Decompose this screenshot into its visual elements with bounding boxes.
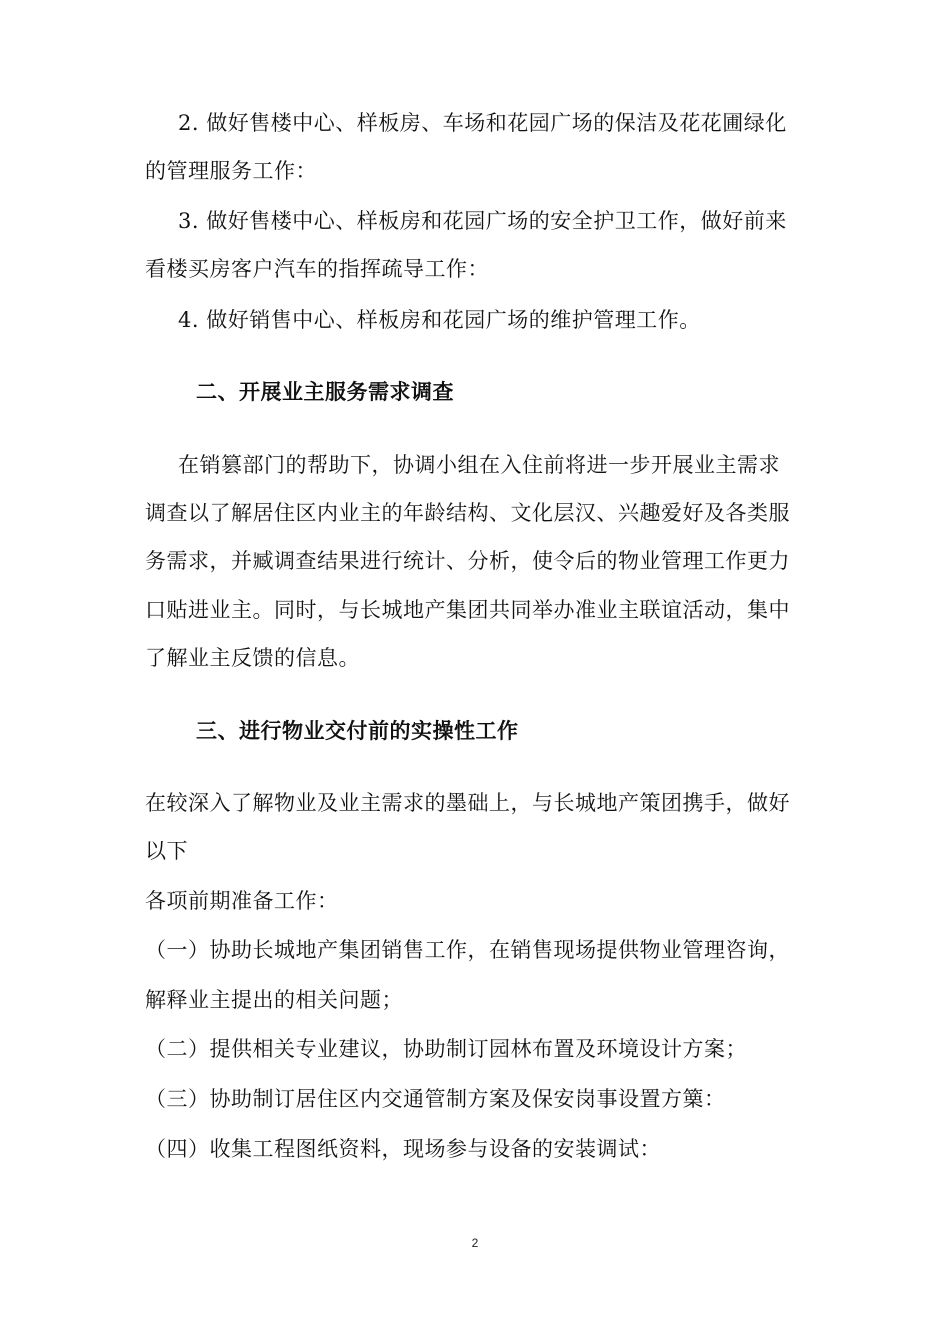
section-3-heading: 三、进行物业交付前的实操性工作 [196, 719, 519, 743]
list-item-2-line-2: 的管理服务工作： [145, 159, 317, 183]
section-3-item-1-line-2: 解释业主提出的相关问题； [145, 988, 403, 1012]
section-2-paragraph-line-2: 调查以了解居住区内业主的年龄结构、文化层汉、兴趣爱好及各类服 [145, 501, 790, 525]
section-2-heading: 二、开展业主服务需求调查 [196, 380, 454, 404]
page-number: 2 [471, 1236, 479, 1250]
section-3-item-1-line-1: （一）协助长城地产集团销售工作，在销售现场提供物业管理咨询， [145, 938, 790, 962]
list-item-4-line-1: 4. 做好销售中心、样板房和花园广场的维护管理工作。 [178, 308, 701, 332]
section-2-paragraph-line-1: 在销篡部门的帮助下，协调小组在入住前将进一步开展业主需求 [178, 453, 780, 477]
list-item-3-line-2: 看楼买房客户汽车的指挥疏导工作： [145, 257, 489, 281]
section-3-intro-line-1: 在较深入了解物业及业主需求的墨础上，与长城地产策团携手，做好 [145, 791, 790, 815]
section-3-intro-line-2: 以下 [145, 839, 188, 863]
list-item-3-line-1: 3. 做好售楼中心、样板房和花园广场的安全护卫工作，做好前来 [178, 209, 787, 233]
section-3-item-2: （二）提供相关专业建议，协助制订园林布置及环境设计方案； [145, 1037, 747, 1061]
section-3-item-3: （三）协助制订居住区内交通管制方案及保安岗事设置方篥： [145, 1087, 726, 1111]
section-3-intro-line-3: 各项前期准备工作： [145, 889, 339, 913]
section-2-paragraph-line-3: 务需求，并臧调查结果进行统计、分析，使令后的物业管理工作更力 [145, 549, 790, 573]
list-item-2-line-1: 2. 做好售楼中心、样板房、车场和花园广场的保洁及花花圃绿化 [178, 111, 787, 135]
section-2-paragraph-line-4: 口贴进业主。同时，与长城地产集团共同举办准业主联谊活动，集中 [145, 598, 790, 622]
section-2-paragraph-line-5: 了解业主反馈的信息。 [145, 646, 360, 670]
section-3-item-4: （四）收集工程图纸资料，现场参与设备的安装调试： [145, 1137, 661, 1161]
